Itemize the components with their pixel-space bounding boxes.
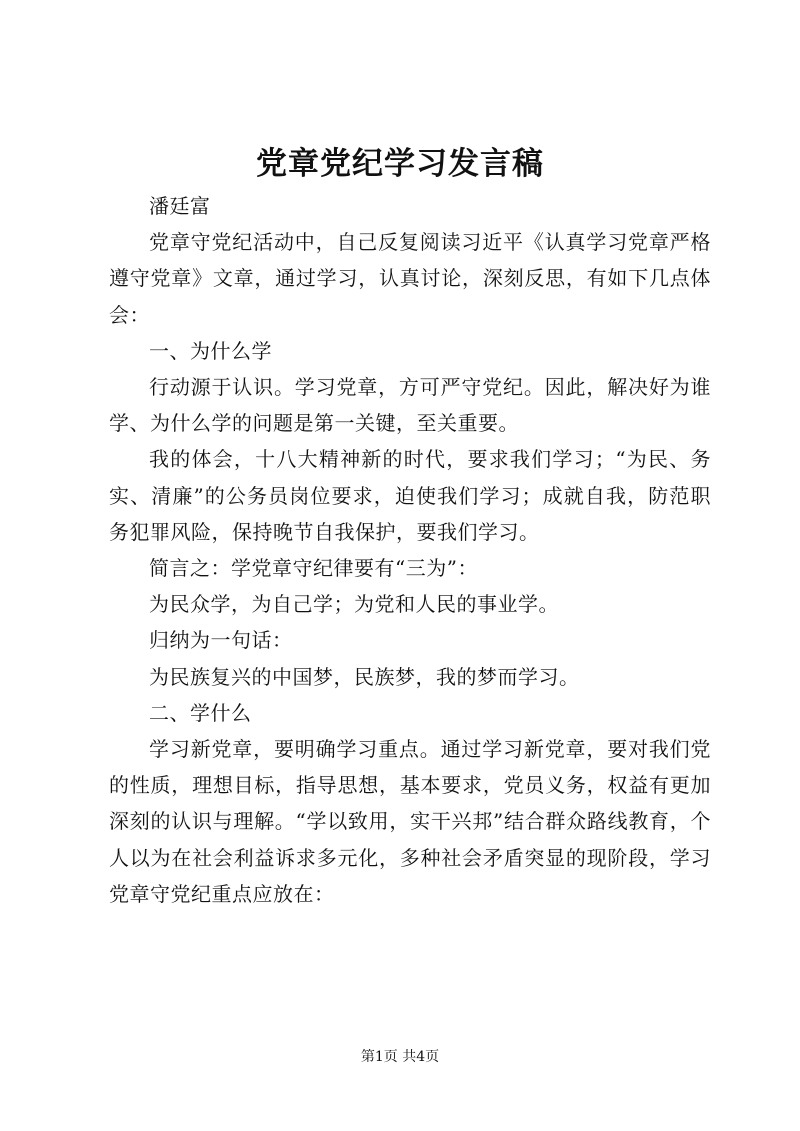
body-paragraph: 为民众学，为自己学；为党和人民的事业学。 (149, 592, 559, 617)
page-number-footer: 第1页 共4页 (360, 1049, 440, 1065)
section-heading: 二、学什么 (149, 700, 252, 725)
body-paragraph: 为民族复兴的中国梦，民族梦，我的梦而学习。 (149, 664, 580, 689)
author-name: 潘廷富 (149, 194, 211, 218)
body-paragraph: 学习新党章，要明确学习重点。通过学习新党章，要对我们党的性质，理想目标，指导思想，基本要求，党员义务，权益有更加深刻的认识与理解。“学以致用，实干兴邦”结合群众路线教育，个人以为在社会利益诉求多元化，多种社会矛盾突显的现阶段，学习党章守党纪重点应放在： (109, 737, 711, 906)
document-title: 党章党纪学习发言稿 (256, 146, 544, 182)
body-paragraph: 我的体会，十八大精神新的时代，要求我们学习；“为民、务实、清廉”的公务员岗位要求，迫使我们学习；成就自我，防范职务犯罪风险，保持晚节自我保护，要我们学习。 (109, 447, 711, 544)
body-paragraph: 行动源于认识。学习党章，方可严守党纪。因此，解决好为谁学、为什么学的问题是第一关键，至关重要。 (109, 375, 711, 436)
section-heading: 一、为什么学 (149, 338, 272, 363)
document-body (109, 188, 711, 912)
body-paragraph: 归纳为一句话： (149, 628, 293, 653)
body-paragraph: 党章守党纪活动中，自己反复阅读习近平《认真学习党章严格遵守党章》文章，通过学习，认真讨论，深刻反思，有如下几点体会： (109, 230, 711, 327)
body-paragraph: 简言之：学党章守纪律要有“三为”： (149, 556, 478, 581)
